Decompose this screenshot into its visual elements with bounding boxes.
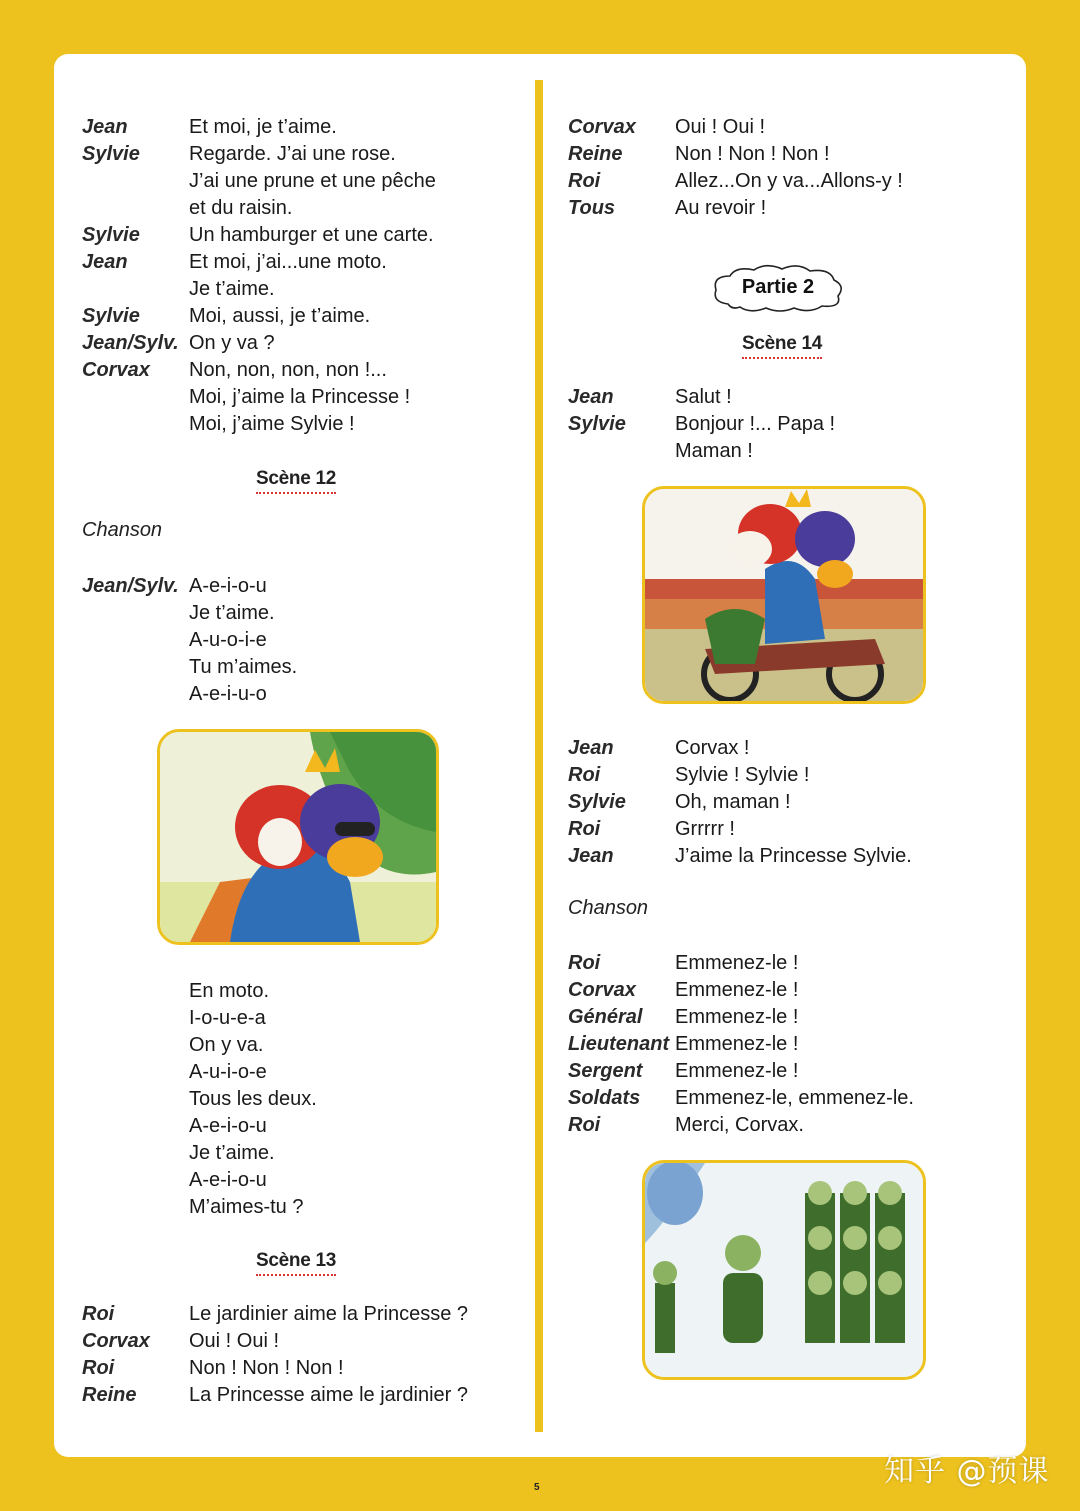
speaker-name: Roi — [82, 1303, 115, 1325]
speaker-name: Reine — [568, 143, 623, 165]
dialogue-line: A-e-i-o-u — [189, 1115, 267, 1137]
speaker-name: Jean/Sylv. — [82, 575, 179, 597]
dialogue-line: Non, non, non, non !... — [189, 359, 387, 381]
dialogue-line: On y va ? — [189, 332, 275, 354]
speaker-name: Jean — [568, 845, 614, 867]
scene-14-title: Scène 14 — [742, 333, 822, 359]
speaker-name: Roi — [568, 170, 601, 192]
speaker-name: Sergent — [568, 1060, 643, 1082]
speaker-name: Jean/Sylv. — [82, 332, 179, 354]
dialogue-line: A-e-i-u-o — [189, 683, 267, 705]
speaker-name: Sylvie — [82, 224, 140, 246]
dialogue-line: Moi, aussi, je t’aime. — [189, 305, 371, 327]
dialogue-line: Oui ! Oui ! — [675, 116, 766, 138]
dialogue-line: Emmenez-le, emmenez-le. — [675, 1087, 914, 1109]
dialogue-line: J’ai une prune et une pêche — [189, 170, 436, 192]
speaker-name: Reine — [82, 1384, 137, 1406]
dialogue-line: Moi, j’aime la Princesse ! — [189, 386, 411, 408]
illustration-soldiers — [642, 1160, 926, 1380]
speaker-name: Sylvie — [82, 143, 140, 165]
speaker-name: Jean — [568, 386, 614, 408]
page-number: 5 — [534, 1482, 540, 1493]
dialogue-line: Bonjour !... Papa ! — [675, 413, 836, 435]
dialogue-line: En moto. — [189, 980, 270, 1002]
dialogue-line: Non ! Non ! Non ! — [675, 143, 830, 165]
speaker-name: Lieutenant — [568, 1033, 670, 1055]
dialogue-line: Le jardinier aime la Princesse ? — [189, 1303, 469, 1325]
dialogue-line: Grrrrr ! — [675, 818, 735, 840]
speaker-name: Sylvie — [82, 305, 140, 327]
dialogue-line: Je t’aime. — [189, 602, 275, 624]
dialogue-line: A-u-i-o-e — [189, 1061, 267, 1083]
scene-13-title: Scène 13 — [256, 1250, 336, 1276]
dialogue-line: Oui ! Oui ! — [189, 1330, 280, 1352]
speaker-name: Roi — [568, 1114, 601, 1136]
speaker-name: Roi — [568, 818, 601, 840]
dialogue-line: Salut ! — [675, 386, 732, 408]
dialogue-line: La Princesse aime le jardinier ? — [189, 1384, 469, 1406]
speaker-name: Jean — [568, 737, 614, 759]
speaker-name: Sylvie — [568, 791, 626, 813]
dialogue-line: Allez...On y va...Allons-y ! — [675, 170, 903, 192]
speaker-name: Corvax — [82, 359, 150, 381]
dialogue-line: Corvax ! — [675, 737, 750, 759]
dialogue-line: A-e-i-o-u — [189, 575, 267, 597]
dialogue-line: Sylvie ! Sylvie ! — [675, 764, 810, 786]
dialogue-line: I-o-u-e-a — [189, 1007, 266, 1029]
scene-12-title: Scène 12 — [256, 468, 336, 494]
dialogue-line: Emmenez-le ! — [675, 1060, 799, 1082]
speaker-name: Général — [568, 1006, 643, 1028]
dialogue-line: Je t’aime. — [189, 278, 275, 300]
dialogue-line: Et moi, j’ai...une moto. — [189, 251, 387, 273]
partie-2-label: Partie 2 — [741, 276, 815, 298]
dialogue-line: M’aimes-tu ? — [189, 1196, 304, 1218]
watermark: 知乎 @预课 — [884, 1454, 1050, 1489]
dialogue-line: Regarde. J’ai une rose. — [189, 143, 396, 165]
dialogue-line: Et moi, je t’aime. — [189, 116, 337, 138]
dialogue-line: Je t’aime. — [189, 1142, 275, 1164]
dialogue-line: Emmenez-le ! — [675, 1006, 799, 1028]
illustration-couple-on-moto — [157, 729, 439, 945]
speaker-name: Roi — [82, 1357, 115, 1379]
speaker-name: Tous — [568, 197, 616, 219]
dialogue-line: A-e-i-o-u — [189, 1169, 267, 1191]
dialogue-line: Tu m’aimes. — [189, 656, 298, 678]
speaker-name: Sylvie — [568, 413, 626, 435]
speaker-name: Jean — [82, 251, 128, 273]
dialogue-line: J’aime la Princesse Sylvie. — [675, 845, 912, 867]
chanson-label: Chanson — [568, 897, 649, 919]
dialogue-line: Emmenez-le ! — [675, 979, 799, 1001]
dialogue-line: Oh, maman ! — [675, 791, 791, 813]
speaker-name: Soldats — [568, 1087, 641, 1109]
illustration-moto-ride — [642, 486, 926, 704]
column-divider — [535, 80, 543, 1432]
dialogue-line: Tous les deux. — [189, 1088, 317, 1110]
speaker-name: Corvax — [568, 979, 636, 1001]
speaker-name: Corvax — [568, 116, 636, 138]
dialogue-line: Moi, j’aime Sylvie ! — [189, 413, 355, 435]
chanson-label: Chanson — [82, 519, 163, 541]
dialogue-line: Merci, Corvax. — [675, 1114, 804, 1136]
dialogue-line: Un hamburger et une carte. — [189, 224, 434, 246]
speaker-name: Roi — [568, 952, 601, 974]
dialogue-line: Maman ! — [675, 440, 753, 462]
dialogue-line: Emmenez-le ! — [675, 952, 799, 974]
speaker-name: Corvax — [82, 1330, 150, 1352]
dialogue-line: A-u-o-i-e — [189, 629, 267, 651]
dialogue-line: et du raisin. — [189, 197, 293, 219]
speaker-name: Jean — [82, 116, 128, 138]
dialogue-line: On y va. — [189, 1034, 264, 1056]
dialogue-line: Emmenez-le ! — [675, 1033, 799, 1055]
speaker-name: Roi — [568, 764, 601, 786]
dialogue-line: Au revoir ! — [675, 197, 767, 219]
dialogue-line: Non ! Non ! Non ! — [189, 1357, 344, 1379]
